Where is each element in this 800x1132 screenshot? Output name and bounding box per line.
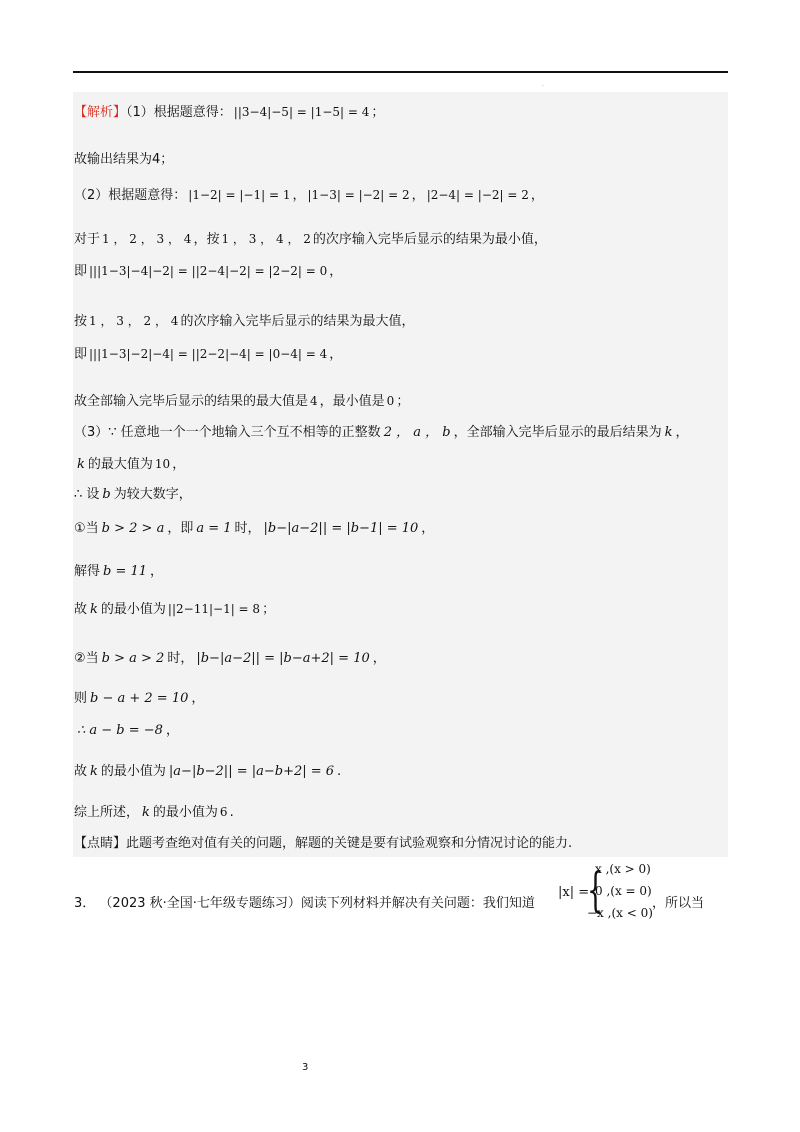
formula: b − a + 2 = 10 <box>90 691 189 706</box>
text: 按 <box>74 314 88 329</box>
formula: k <box>90 764 98 779</box>
analysis-tag: 【解析】 <box>74 105 127 120</box>
formula: b <box>102 487 111 502</box>
text: 时， <box>234 521 261 536</box>
solution-panel <box>73 92 728 857</box>
brace-glyph: { <box>587 862 604 918</box>
text: ①当 <box>74 521 99 536</box>
comment-text: 此题考查绝对值有关的问题，解题的关键是要有试验观察和分情况讨论的能力. <box>126 836 573 851</box>
solution-line <box>74 151 173 169</box>
case-negative: −x ,(x < 0) <box>587 906 653 920</box>
formula: 10 <box>154 457 171 471</box>
text: （1）根据题意得： <box>126 105 232 120</box>
formula: k <box>142 805 150 820</box>
formula: |2−4| = |−2| = 2 <box>426 188 529 202</box>
text: ； <box>396 394 410 409</box>
text: 则 <box>74 691 88 706</box>
formula: 1 ， 3 ， 2 ， 4 <box>89 314 179 328</box>
solution-line <box>74 312 414 331</box>
text: ，全部输入完毕后显示的最后结果为 <box>453 425 662 440</box>
question-3 <box>74 895 535 913</box>
text: 综上所述， <box>74 805 140 820</box>
formula: 2 ， a ， b <box>383 425 451 440</box>
text: ， <box>329 347 343 362</box>
text: 的最小值为 <box>100 764 166 779</box>
solution-line <box>74 486 192 504</box>
text: 故输出结果为4； <box>74 152 174 167</box>
formula: 1 ， 3 ， 4 ， 2 <box>221 232 311 246</box>
comment-tag: 【点睛】 <box>74 836 127 851</box>
formula: |||1−3|−4|−2| = ||2−4|−2| = |2−2| = 0 <box>89 264 328 278</box>
text: 解得 <box>74 564 101 579</box>
formula: |b−|a−2|| = |b−1| = 10 <box>263 521 419 536</box>
text: ， <box>150 564 164 579</box>
solution-line <box>74 230 547 249</box>
solution-line <box>74 392 409 411</box>
formula: k <box>77 457 85 472</box>
formula: |1−2| = |−1| = 1 <box>188 188 291 202</box>
text: ②当 <box>74 651 99 666</box>
text: ， <box>421 521 435 536</box>
text: . <box>229 805 234 820</box>
formula: 4 <box>310 394 318 408</box>
formula: |1−3| = |−2| = 2 <box>307 188 410 202</box>
text: 的次序输入完毕后显示的结果为最小值， <box>312 232 547 247</box>
text: ， <box>675 425 689 440</box>
case-positive: x ,(x > 0) <box>595 862 651 876</box>
text: （2）根据题意得： <box>74 188 187 203</box>
text: 的最小值为 <box>152 805 218 820</box>
solution-line <box>74 455 185 474</box>
decorative-dot: · <box>542 83 544 90</box>
text: ， <box>329 264 343 279</box>
solution-line <box>74 690 204 708</box>
text: ，即 <box>167 521 194 536</box>
formula: k <box>664 425 673 440</box>
formula: b > 2 > a <box>101 521 165 536</box>
text: ， <box>530 188 544 203</box>
question-number: 3． <box>74 896 96 911</box>
formula: b = 11 <box>103 564 148 579</box>
header-rule <box>73 71 728 73</box>
text: 故 <box>74 764 88 779</box>
solution-line <box>74 520 434 538</box>
text: 的最小值为 <box>100 602 166 617</box>
formula: 6 <box>219 805 228 819</box>
formula: b > a > 2 <box>101 651 165 666</box>
text: ∴ 设 <box>74 487 100 502</box>
question-text: （2023 秋·全国·七年级专题练习）阅读下列材料并解决有关问题：我们知道 <box>99 896 535 911</box>
solution-line <box>74 803 234 822</box>
formula: k <box>90 602 98 617</box>
text: ； <box>262 602 276 617</box>
text: . <box>337 764 342 779</box>
text: 时， <box>167 651 194 666</box>
text: （3）∵ 任意地一个一个地输入三个互不相等的正整数 <box>74 425 381 440</box>
solution-line <box>74 186 544 205</box>
solution-line <box>74 563 163 581</box>
formula: a = 1 <box>196 521 232 536</box>
text: 为较大数字， <box>113 487 192 502</box>
formula: |b−|a−2|| = |b−a+2| = 10 <box>196 651 370 666</box>
text: ； <box>371 105 385 120</box>
solution-line <box>74 650 386 668</box>
formula: |||1−3|−2|−4| = ||2−2|−4| = |0−4| = 4 <box>89 347 328 361</box>
text: ， <box>292 188 306 203</box>
text: ， <box>165 723 179 738</box>
solution-line <box>74 262 342 281</box>
text: 的次序输入完毕后显示的结果为最大值， <box>180 314 415 329</box>
text: ， <box>172 457 186 472</box>
text: 的最大值为 <box>87 457 153 472</box>
formula: 0 <box>386 394 395 408</box>
text: ，最小值是 <box>319 394 385 409</box>
question-tail: ，所以当 <box>652 896 705 911</box>
comment-line <box>74 835 572 853</box>
formula: |a−|b−2|| = |a−b+2| = 6 <box>168 764 335 779</box>
formula: 1 ， 2 ， 3 ， 4 <box>102 232 192 246</box>
formula: ∴ a − b = −8 <box>77 723 163 738</box>
piecewise-definition <box>587 862 657 924</box>
page-number: 3 <box>302 1062 309 1073</box>
solution-line <box>74 763 341 781</box>
text: ， <box>372 651 386 666</box>
formula: ||3−4|−5| = |1−5| = 4 <box>233 105 370 119</box>
text: 故 <box>74 602 88 617</box>
solution-line <box>74 424 688 442</box>
solution-line <box>74 722 179 740</box>
text: ，按 <box>193 232 220 247</box>
case-zero: 0 ,(x = 0) <box>595 884 652 898</box>
text: 故全部输入完毕后显示的结果的最大值是 <box>74 394 309 409</box>
text: 即 <box>74 264 88 279</box>
text: 对于 <box>74 232 101 247</box>
abs-x-formula: |x| = <box>558 885 590 900</box>
formula: ||2−11|−1| = 8 <box>167 602 261 616</box>
solution-line <box>74 345 342 364</box>
text: ， <box>411 188 425 203</box>
solution-line <box>74 103 384 122</box>
text: 即 <box>74 347 88 362</box>
solution-line <box>74 600 275 619</box>
text: ， <box>191 691 205 706</box>
